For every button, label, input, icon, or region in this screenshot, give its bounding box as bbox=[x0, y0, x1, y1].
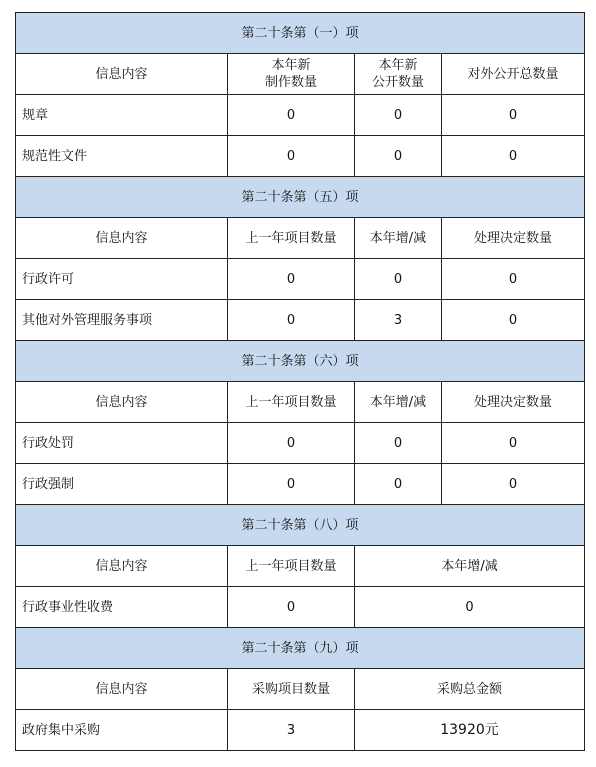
column-header: 处理决定数量 bbox=[442, 218, 585, 259]
column-header: 信息内容 bbox=[16, 546, 228, 587]
column-header: 上一年项目数量 bbox=[228, 546, 355, 587]
header-row bbox=[16, 546, 585, 587]
cell-value: 0 bbox=[355, 423, 442, 464]
row-label: 政府集中采购 bbox=[16, 710, 228, 751]
cell-value: 0 bbox=[228, 136, 355, 177]
cell-value: 3 bbox=[228, 710, 355, 751]
table-row bbox=[16, 423, 585, 464]
header-row bbox=[16, 382, 585, 423]
section-title-row bbox=[16, 13, 585, 54]
column-header: 本年新 公开数量 bbox=[355, 54, 442, 95]
cell-value: 0 bbox=[228, 423, 355, 464]
column-header: 上一年项目数量 bbox=[228, 382, 355, 423]
column-header: 本年增/减 bbox=[355, 546, 585, 587]
cell-value: 0 bbox=[442, 95, 585, 136]
cell-value: 0 bbox=[355, 95, 442, 136]
column-header: 本年增/减 bbox=[355, 382, 442, 423]
column-header: 信息内容 bbox=[16, 669, 228, 710]
table-row bbox=[16, 136, 585, 177]
cell-value: 0 bbox=[442, 464, 585, 505]
cell-value: 0 bbox=[228, 95, 355, 136]
cell-value: 13920元 bbox=[355, 710, 585, 751]
table-row bbox=[16, 95, 585, 136]
cell-value: 0 bbox=[228, 464, 355, 505]
cell-value: 0 bbox=[228, 259, 355, 300]
section-title: 第二十条第（五）项 bbox=[16, 177, 585, 218]
cell-value: 0 bbox=[228, 300, 355, 341]
section-title-row bbox=[16, 505, 585, 546]
disclosure-table bbox=[15, 12, 585, 751]
section-title: 第二十条第（九）项 bbox=[16, 628, 585, 669]
cell-value: 0 bbox=[355, 587, 585, 628]
row-label: 规范性文件 bbox=[16, 136, 228, 177]
cell-value: 0 bbox=[442, 300, 585, 341]
cell-value: 0 bbox=[442, 423, 585, 464]
section-title: 第二十条第（八）项 bbox=[16, 505, 585, 546]
section-title-row bbox=[16, 341, 585, 382]
row-label: 其他对外管理服务事项 bbox=[16, 300, 228, 341]
column-header: 信息内容 bbox=[16, 382, 228, 423]
cell-value: 0 bbox=[355, 136, 442, 177]
row-label: 规章 bbox=[16, 95, 228, 136]
cell-value: 0 bbox=[355, 259, 442, 300]
row-label: 行政处罚 bbox=[16, 423, 228, 464]
column-header: 上一年项目数量 bbox=[228, 218, 355, 259]
cell-value: 0 bbox=[228, 587, 355, 628]
column-header: 本年新 制作数量 bbox=[228, 54, 355, 95]
row-label: 行政强制 bbox=[16, 464, 228, 505]
cell-value: 0 bbox=[442, 136, 585, 177]
table-row bbox=[16, 464, 585, 505]
table-row bbox=[16, 300, 585, 341]
table-row bbox=[16, 587, 585, 628]
column-header: 信息内容 bbox=[16, 54, 228, 95]
column-header: 采购项目数量 bbox=[228, 669, 355, 710]
cell-value: 0 bbox=[355, 464, 442, 505]
section-title-row bbox=[16, 628, 585, 669]
table-row bbox=[16, 259, 585, 300]
header-row bbox=[16, 669, 585, 710]
section-title: 第二十条第（六）项 bbox=[16, 341, 585, 382]
column-header: 信息内容 bbox=[16, 218, 228, 259]
column-header: 对外公开总数量 bbox=[442, 54, 585, 95]
cell-value: 3 bbox=[355, 300, 442, 341]
row-label: 行政许可 bbox=[16, 259, 228, 300]
section-title-row bbox=[16, 177, 585, 218]
column-header: 本年增/减 bbox=[355, 218, 442, 259]
table-row bbox=[16, 710, 585, 751]
row-label: 行政事业性收费 bbox=[16, 587, 228, 628]
column-header: 处理决定数量 bbox=[442, 382, 585, 423]
section-title: 第二十条第（一）项 bbox=[16, 13, 585, 54]
header-row bbox=[16, 54, 585, 95]
header-row bbox=[16, 218, 585, 259]
column-header: 采购总金额 bbox=[355, 669, 585, 710]
cell-value: 0 bbox=[442, 259, 585, 300]
